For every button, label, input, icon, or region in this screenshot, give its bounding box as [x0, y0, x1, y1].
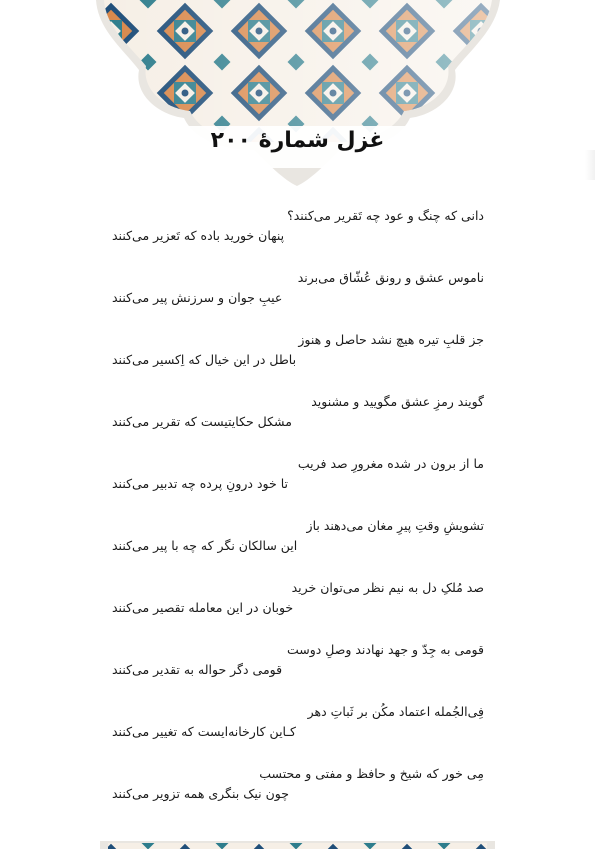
tile-pattern-frame: [0, 0, 595, 200]
misra-first: ما از برون در شده مغرورِ صد فریب: [297, 456, 484, 471]
misra-second: این سالکان نگر که چه با پیر می‌کنند: [112, 538, 298, 553]
misra-first: صد مُلکِ دل به نیم نظر می‌توان خرید: [291, 580, 484, 595]
misra-first: مِی خور که شیخ و حافظ و مفتی و محتسب: [259, 766, 484, 781]
footer-tile-strip: [0, 841, 595, 849]
misra-first: ناموس عشق و رونق عُشّاق می‌برند: [297, 270, 484, 285]
misra-second: پنهان خورید باده که تَعزیر می‌کنند: [112, 228, 285, 243]
page-edge-shadow: [585, 150, 595, 180]
couplet: [112, 580, 484, 642]
misra-first: دانی که چنگ و عود چه تَقریر می‌کنند؟: [287, 208, 484, 223]
couplet: [112, 704, 484, 766]
misra-second: مشکل حکایتیست که تقریر می‌کنند: [112, 414, 292, 429]
page-title: غزل شمارهٔ ۲۰۰: [210, 128, 385, 153]
misra-first: فِی‌الجُمله اعتماد مکُن بر ثَباتِ دهر: [307, 704, 484, 719]
misra-second: تا خود درونِ پرده چه تدبیر می‌کنند: [112, 476, 288, 491]
misra-second: کـاین کارخانه‌ایست که تغییر می‌کنند: [112, 724, 296, 739]
footer-ornament: [0, 834, 595, 842]
misra-first: گویند رمزِ عشق مگویید و مشنوید: [311, 394, 484, 409]
couplet: [112, 394, 484, 456]
couplet: [112, 518, 484, 580]
couplet: [112, 766, 484, 828]
couplet: [112, 456, 484, 518]
header-ornament: [0, 0, 595, 200]
couplet: [112, 642, 484, 704]
misra-second: قومی دگر حواله به تقدیر می‌کنند: [112, 662, 283, 677]
misra-second: باطل در این خیال که اِکسیر می‌کنند: [112, 352, 297, 367]
misra-second: عیبِ جوان و سرزنش پیر می‌کنند: [112, 290, 283, 305]
couplet: [112, 208, 484, 270]
poem-body: [112, 208, 484, 828]
misra-first: تشویشِ وقتِ پیرِ مغان می‌دهند باز: [306, 518, 484, 533]
misra-first: جز قلبِ تیره هیچ نشد حاصل و هنوز: [298, 332, 484, 347]
misra-second: خوبان در این معامله تقصیر می‌کنند: [112, 600, 294, 615]
misra-first: قومی به جِدّ و جهد نهادند وصلِ دوست: [286, 642, 484, 657]
couplet: [112, 270, 484, 332]
couplet: [112, 332, 484, 394]
misra-second: چون نیک بنگری همه تزویر می‌کنند: [112, 786, 289, 801]
